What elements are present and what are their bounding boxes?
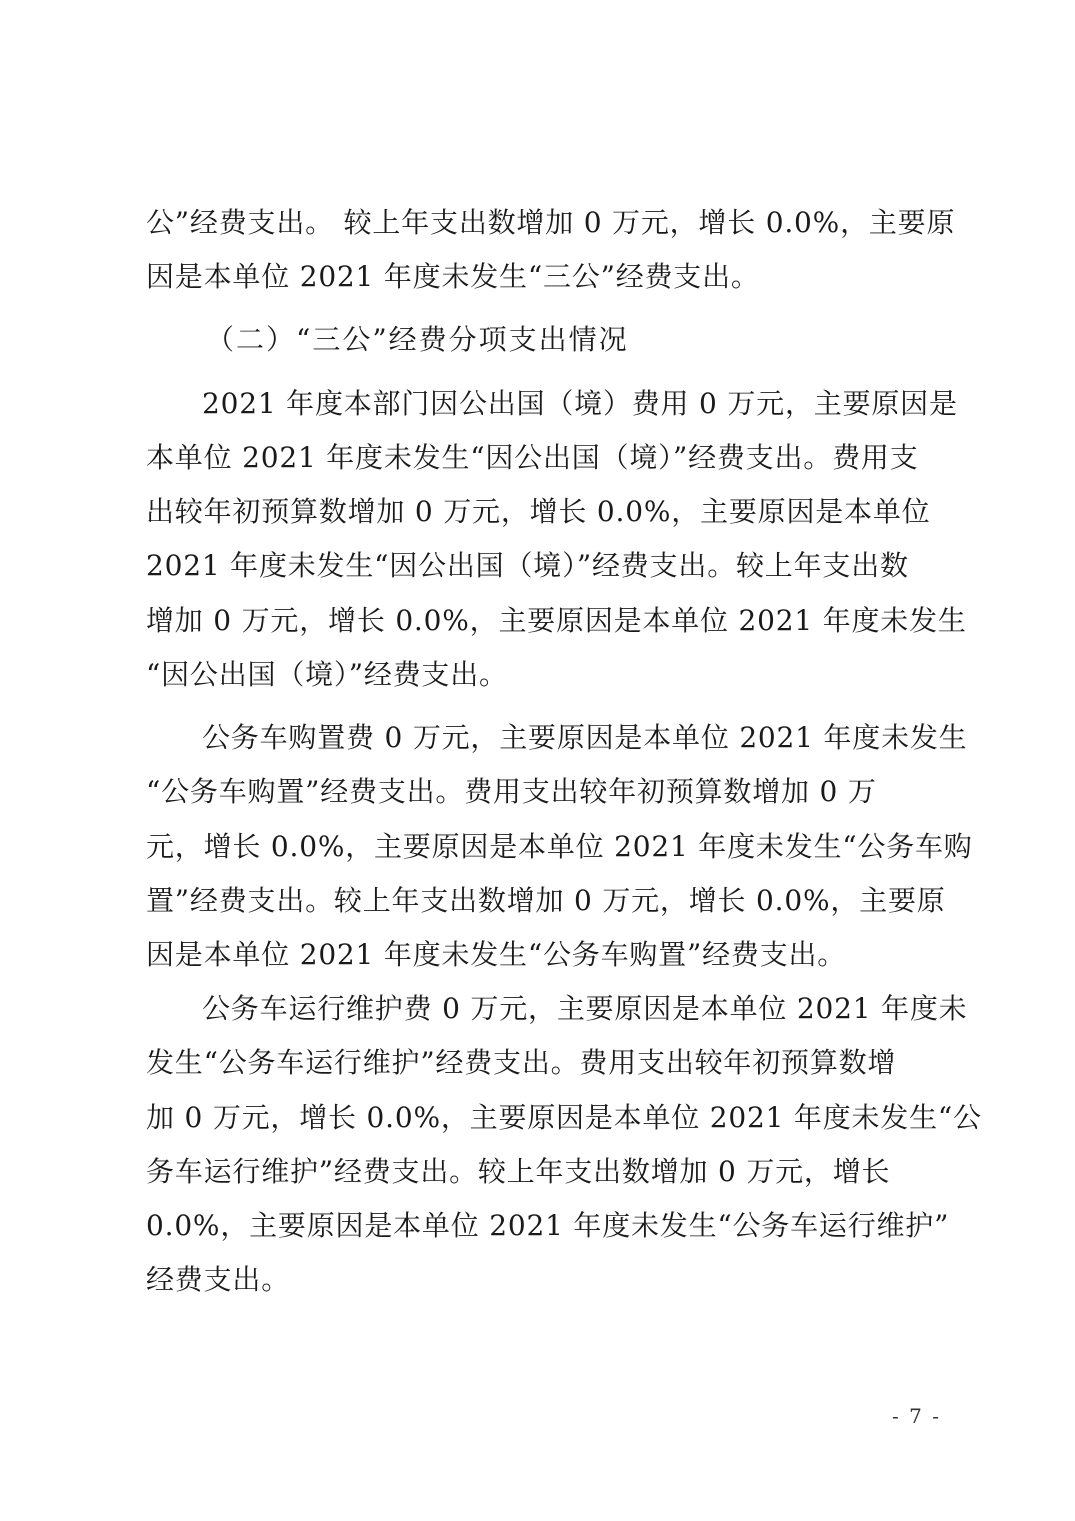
paragraph-line: 置”经费支出。较上年支出数增加 0 万元，增长 0.0%，主要原 [146, 884, 946, 917]
paragraph-line: “公务车购置”经费支出。费用支出较年初预算数增加 0 万 [146, 775, 877, 808]
paragraph-line: 2021 年度未发生“因公出国（境）”经费支出。较上年支出数 [146, 549, 909, 582]
paragraph-line: 公务车购置费 0 万元，主要原因是本单位 2021 年度未发生 [202, 721, 968, 754]
paragraph-line: 0.0%，主要原因是本单位 2021 年度未发生“公务车运行维护” [146, 1209, 950, 1242]
paragraph-line: 2021 年度本部门因公出国（境）费用 0 万元，主要原因是 [202, 387, 958, 420]
paragraph-line: 因是本单位 2021 年度未发生“三公”经费支出。 [146, 260, 760, 293]
paragraph-line: 因是本单位 2021 年度未发生“公务车购置”经费支出。 [146, 938, 847, 971]
paragraph-line: 发生“公务车运行维护”经费支出。费用支出较年初预算数增 [146, 1046, 897, 1079]
page-number: - 7 - [892, 1404, 941, 1428]
paragraph-line: 公务车运行维护费 0 万元，主要原因是本单位 2021 年度未 [202, 992, 968, 1025]
paragraph-line: 经费支出。 [146, 1263, 291, 1296]
paragraph-line: 本单位 2021 年度未发生“因公出国（境）”经费支出。费用支 [146, 441, 919, 474]
section-heading: （二）“三公”经费分项支出情况 [206, 323, 629, 356]
paragraph-line: 增加 0 万元，增长 0.0%，主要原因是本单位 2021 年度未发生 [146, 604, 967, 637]
paragraph-line: “因公出国（境）”经费支出。 [146, 658, 508, 691]
paragraph-line: 加 0 万元，增长 0.0%，主要原因是本单位 2021 年度未发生“公 [146, 1101, 982, 1134]
paragraph-line: 出较年初预算数增加 0 万元，增长 0.0%，主要原因是本单位 [146, 495, 931, 528]
paragraph-line: 公”经费支出。 较上年支出数增加 0 万元，增长 0.0%，主要原 [146, 206, 956, 239]
paragraph-line: 务车运行维护”经费支出。较上年支出数增加 0 万元，增长 [146, 1155, 891, 1188]
paragraph-line: 元，增长 0.0%，主要原因是本单位 2021 年度未发生“公务车购 [146, 830, 973, 863]
